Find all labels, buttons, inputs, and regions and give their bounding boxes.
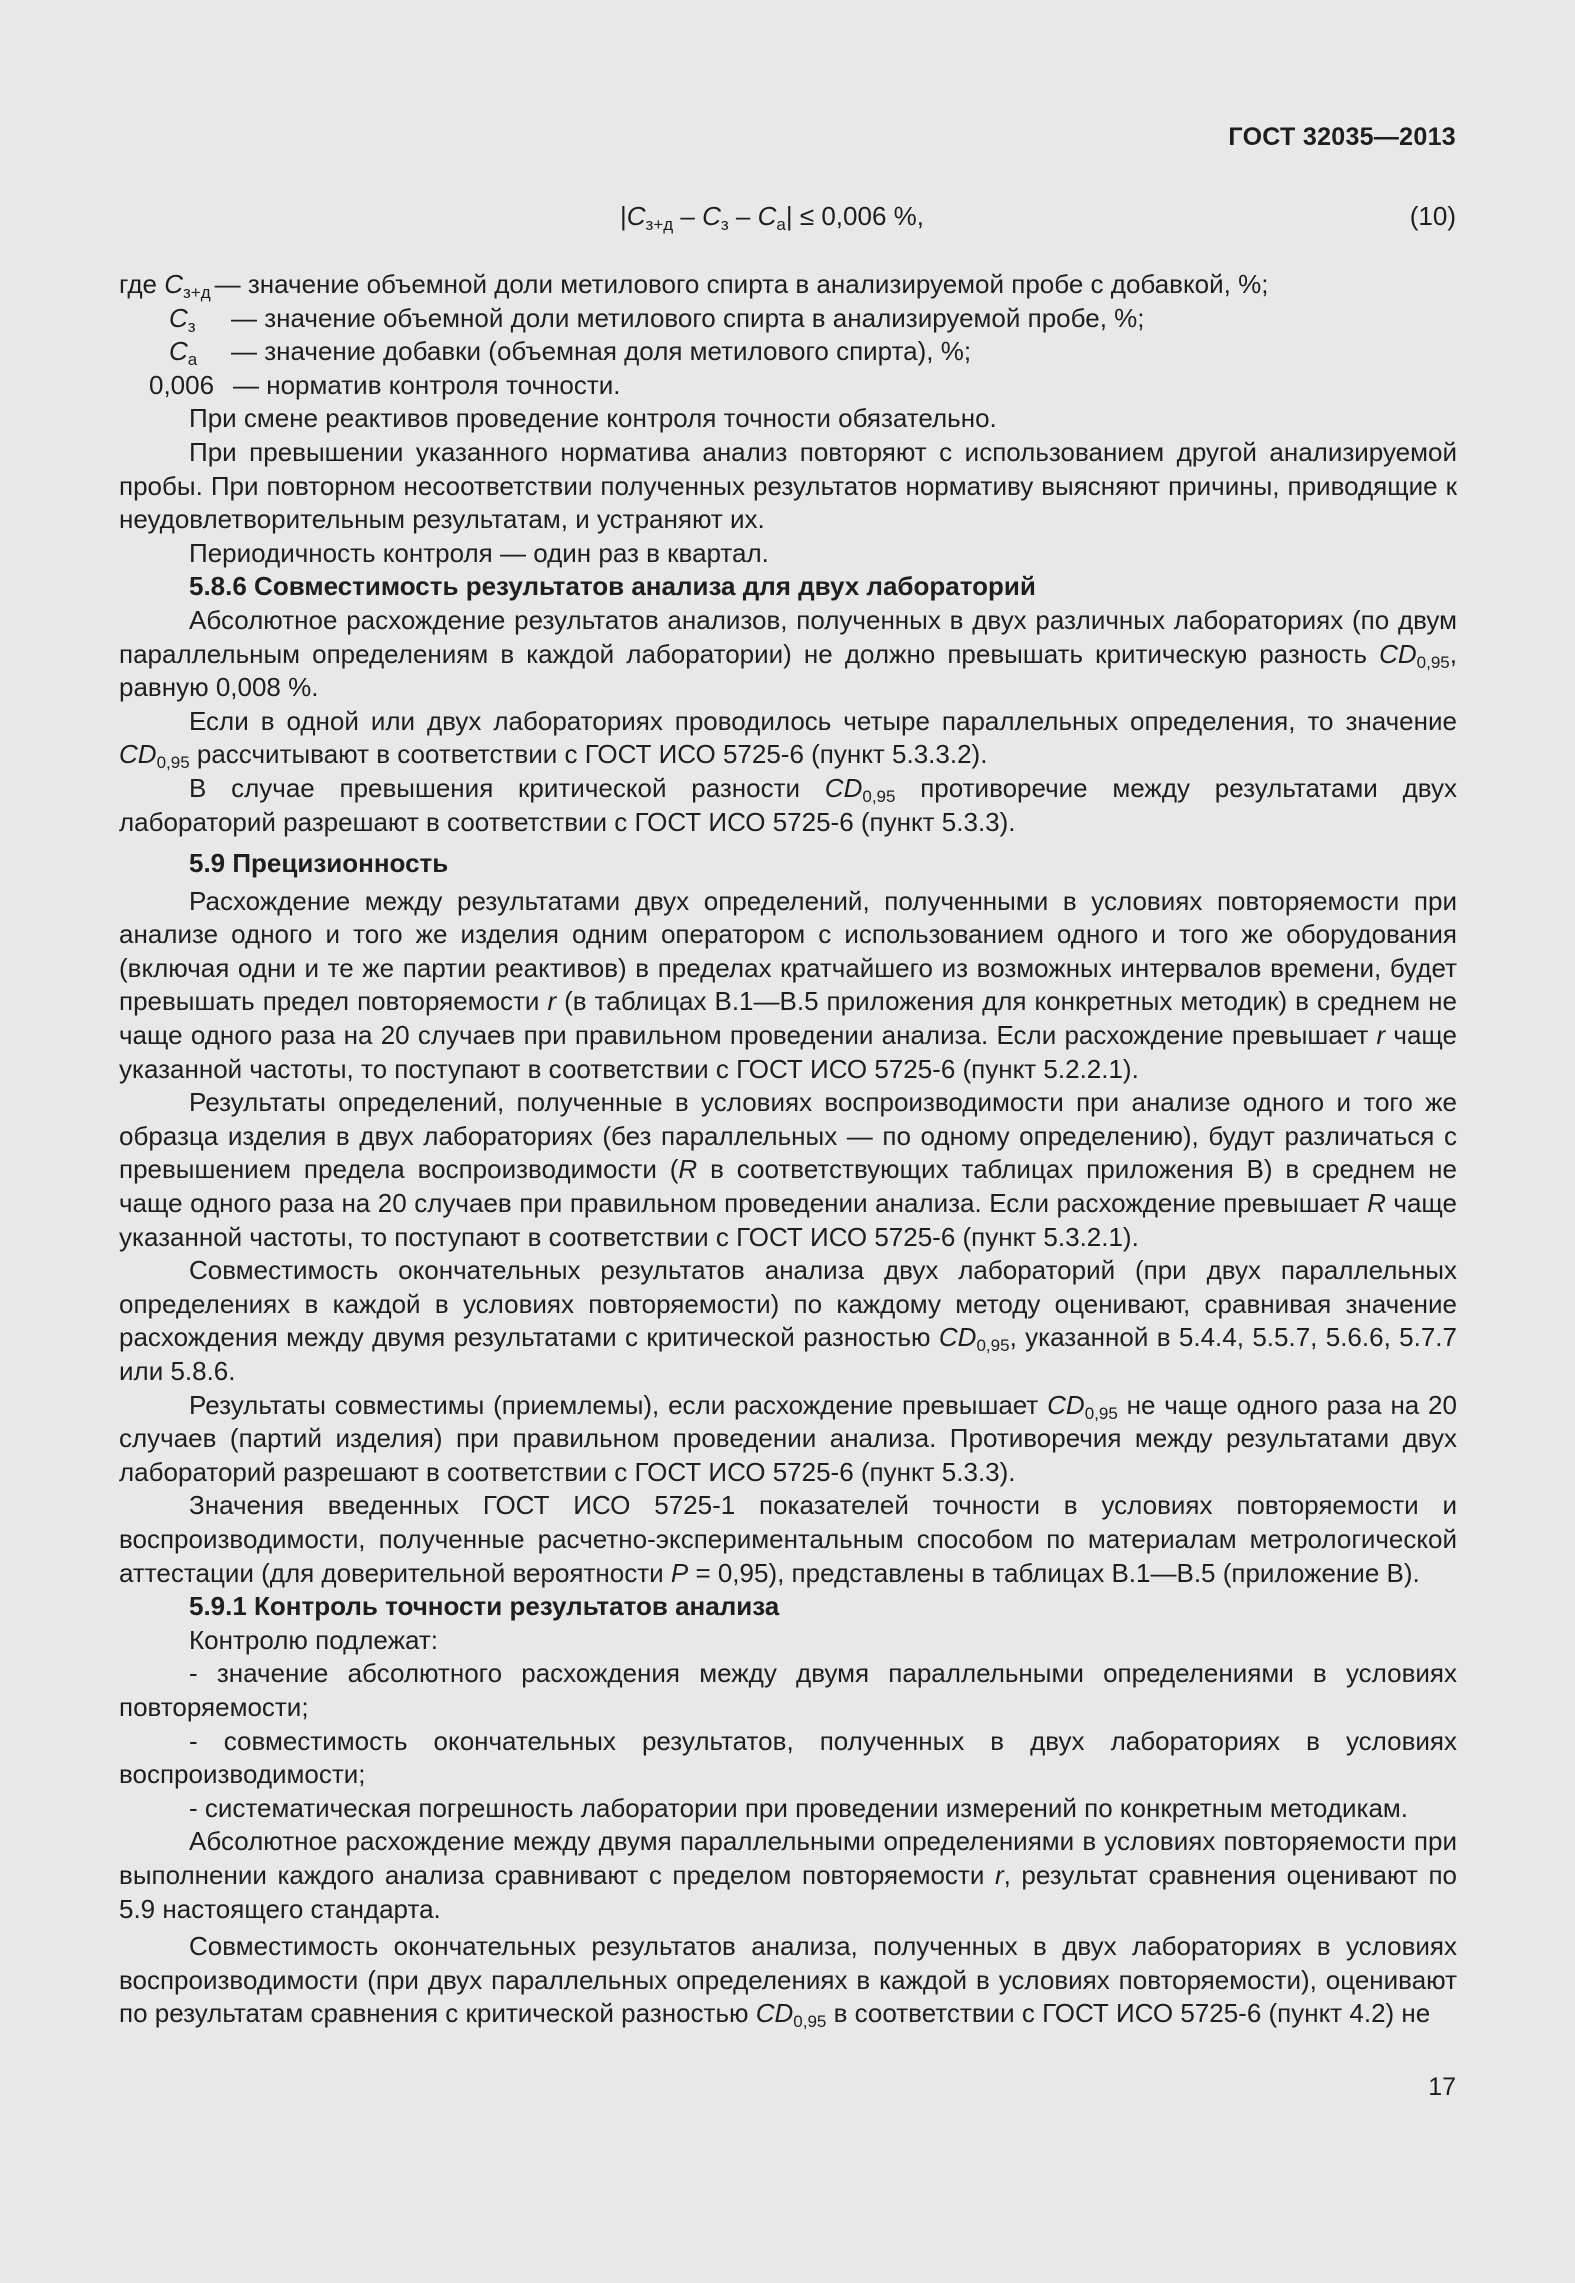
section-heading-5-9-1: 5.9.1 Контроль точности результатов анализа xyxy=(189,1591,780,1622)
definition-row: где $C_{з+д}$ — значение объемной доли метилового спирта в анализируемой пробе с добавкой, %; xyxy=(119,269,1269,302)
paragraph: Результаты совместимы (приемлемы), если расхождение превышает $CD_{0,95}$ не чаще одного раза на 20 случаев (партий изделия) при правильном проведении анализа. Противоречия между результатами двух лабораторий разрешают в соответствии с ГОСТ ИСО 5725-6 (пункт 5.3.3). xyxy=(119,1389,1457,1487)
paragraph: Результаты определений, полученные в условиях воспроизводимости при анализе одного и того же образца изделия в двух лабораториях (без параллельных — по одному определению), будут различаться с превышением предела воспроизводимости (R в соответствующих таблицах приложения В) в среднем не чаще одного раза на 20 случаев при правильном проведении анализа. Если расхождение превышает R чаще указанной частоты, то поступают в соответствии с ГОСТ ИСО 5725-6 (пункт 5.3.2.1). xyxy=(119,1087,1457,1252)
paragraph: Совместимость окончательных результатов анализа двух лабораторий (при двух параллельных определениях в каждой в условиях повторяемости) по каждому методу оценивают, сравнивая значение расхождения между двумя результатами с критической разностью $CD_{0,95}$, указанной в 5.4.4, 5.5.7, 5.6.6, 5.7.7 или 5.8.6. xyxy=(119,1255,1457,1386)
definition-row: 0,006 — норматив контроля точности. xyxy=(149,369,621,400)
paragraph: Периодичность контроля — один раз в квартал. xyxy=(189,537,769,568)
list-item: - значение абсолютного расхождения между двумя параллельными определениями в условиях повторяемости; xyxy=(119,1658,1457,1722)
section-heading-5-8-6: 5.8.6 Совместимость результатов анализа для двух лабораторий xyxy=(189,571,1036,602)
equation-number: (10) xyxy=(1409,201,1456,231)
page-number: 17 xyxy=(1428,2073,1456,2101)
paragraph: При превышении указанного норматива анализ повторяют с использованием другой анализируемой пробы. При повторном несоответствии полученных результатов нормативу выясняют причины, приводящие к неудовлетворительным результатам, и устраняют их. xyxy=(119,436,1457,535)
section-heading-5-9: 5.9 Прецизионность xyxy=(189,848,449,879)
paragraph: Контролю подлежат: xyxy=(189,1624,439,1655)
definition-row: $C_з$ — значение объемной доли метилового спирта в анализируемой пробе, %; xyxy=(169,302,1145,336)
paragraph: В случае превышения критической разности $CD_{0,95}$ противоречие между результатами двух лабораторий разрешают в соответствии с ГОСТ ИСО 5725-6 (пункт 5.3.3). xyxy=(119,772,1457,837)
paragraph: Абсолютное расхождение результатов анализов, полученных в двух различных лабораториях (по двум параллельным определениям в каждой лаборатории) не должно превышать критическую разность $CD_{0,95}$, равную 0,008 %. xyxy=(119,604,1457,703)
list-item: - совместимость окончательных результатов, полученных в двух лабораториях в условиях воспроизводимости; xyxy=(119,1725,1457,1790)
paragraph: При смене реактивов проведение контроля точности обязательно. xyxy=(189,403,997,434)
paragraph: Значения введенных ГОСТ ИСО 5725-1 показателей точности в условиях повторяемости и воспроизводимости, полученные расчетно-экспериментальным способом по материалам метрологической аттестации (для доверительной вероятности P = 0,95), представлены в таблицах В.1—В.5 (приложение В). xyxy=(119,1490,1457,1588)
definition-row: $C_а$ — значение добавки (объемная доля метилового спирта), %; xyxy=(169,336,972,370)
formula-expression: $|C_{з+д} - C_з - C_а| \le 0,006$ %, xyxy=(620,201,924,234)
list-item: - систематическая погрешность лаборатории при проведении измерений по конкретным методикам. xyxy=(189,1792,1409,1823)
document-body xyxy=(119,268,1457,2031)
paragraph: Если в одной или двух лабораториях проводилось четыре параллельных определения, то значение $CD_{0,95}$ рассчитывают в соответствии с ГОСТ ИСО 5725-6 (пункт 5.3.3.2). xyxy=(119,705,1457,773)
paragraph: Абсолютное расхождение между двумя параллельными определениями в условиях повторяемости при выполнении каждого анализа сравнивают с пределом повторяемости r, результат сравнения оценивают по 5.9 настоящего стандарта. xyxy=(119,1826,1457,1924)
formula-10 xyxy=(0,201,1575,241)
document-header: ГОСТ 32035—2013 xyxy=(1228,123,1456,151)
paragraph: Совместимость окончательных результатов анализа, полученных в двух лабораториях в условиях воспроизводимости (при двух параллельных определениях в каждой в условиях повторяемости), оценивают по результатам сравнения с критической разностью $CD_{0,95}$ в соответствии с ГОСТ ИСО 5725-6 (пункт 4.2) не xyxy=(119,1931,1457,2032)
paragraph: Расхождение между результатами двух определений, полученными в условиях повторяемости при анализе одного и того же изделия одним оператором с использованием одного и того же оборудования (включая одни и те же партии реактивов) в пределах кратчайшего из возможных интервалов времени, будет превышать предел повторяемости r (в таблицах В.1—В.5 приложения для конкретных методик) в среднем не чаще одного раза на 20 случаев при правильном проведении анализа. Если расхождение превышает r чаще указанной частоты, то поступают в соответствии с ГОСТ ИСО 5725-6 (пункт 5.2.2.1). xyxy=(119,885,1457,1084)
